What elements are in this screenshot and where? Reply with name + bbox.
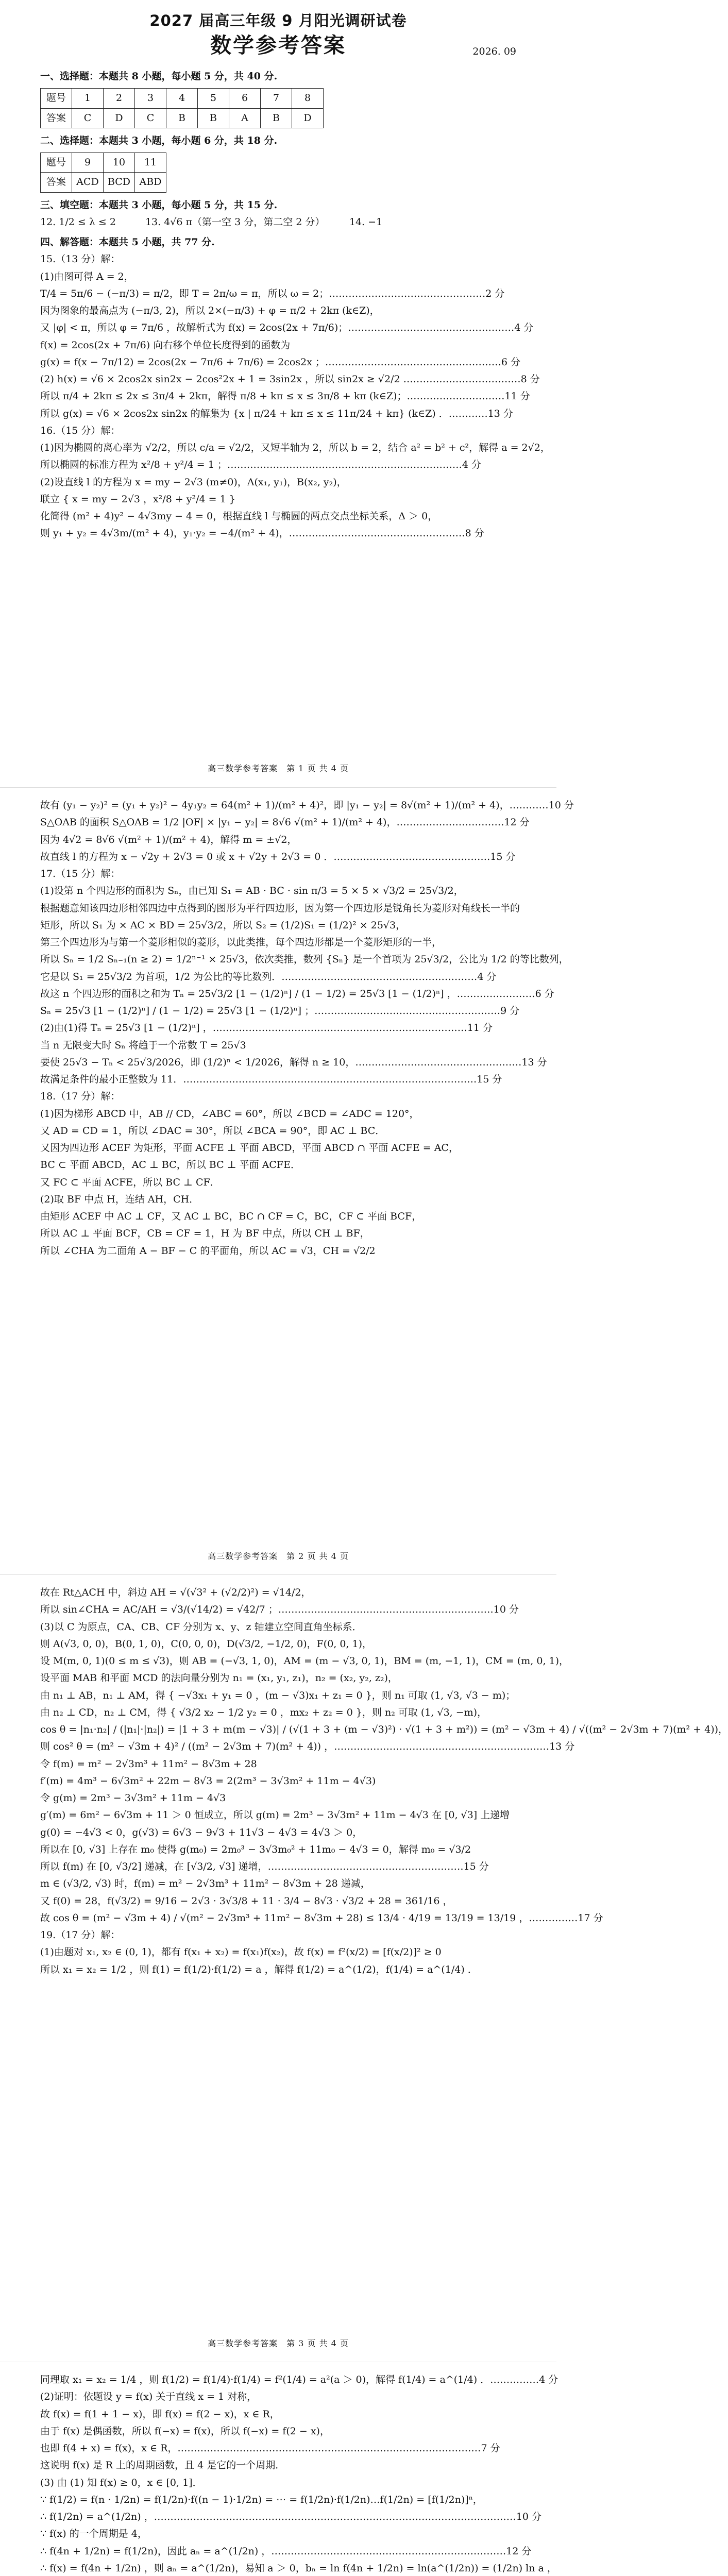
table-cell: 8 [292, 89, 324, 108]
answer-table-2 [40, 152, 166, 193]
solution-line: 它是以 S₁ = 25√3/2 为首项，1/2 为公比的等比数列．……………………………………………………4 分 [40, 971, 497, 982]
solution-line: 故直线 l 的方程为 x − √2y + 2√3 = 0 或 x + √2y + 2√3 = 0 ．…………………………………………15 分 [40, 851, 516, 862]
solution-line: 由 n₂ ⊥ CD，n₂ ⊥ CM，得 { √3/2 x₂ − 1/2 y₂ = 0 ，mx₂ + z₂ = 0 }，则 n₂ 可取 (1, √3, −m)， [40, 1706, 487, 1718]
page-footer: 高三数学参考答案 第 1 页 共 4 页 [208, 764, 349, 773]
solution-line: BC ⊂ 平面 ABCD，AC ⊥ BC，所以 BC ⊥ 平面 ACFE． [40, 1159, 300, 1171]
solution-line: 17.（15 分）解： [40, 868, 121, 879]
solution-line: (1)因为椭圆的离心率为 √2/2，所以 c/a = √2/2，又短半轴为 2，所以 b = 2，结合 a² = b² + c²，解得 a = 2√2， [40, 442, 550, 453]
page-4 [0, 2362, 556, 2576]
solution-line: 所以 π/4 + 2kπ ≤ 2x ≤ 3π/4 + 2kπ，解得 π/8 + kπ ≤ x ≤ 3π/8 + kπ (k∈Z)；…………………………11 分 [40, 391, 530, 402]
table-cell: 9 [72, 153, 104, 173]
answer-title: 数学参考答案 [210, 32, 346, 58]
table-cell: 答案 [41, 108, 72, 128]
page-footer: 高三数学参考答案 第 2 页 共 4 页 [208, 1551, 349, 1561]
table-cell: 2 [104, 89, 135, 108]
solution-line: 令 g(m) = 2m³ − 3√3m² + 11m − 4√3 [40, 1792, 226, 1804]
solution-line: (2) h(x) = √6 × 2cos2x sin2x − 2cos²2x + 1 = 3sin2x ，所以 sin2x ≥ √2/2 ………………………………8 分 [40, 374, 540, 385]
solution-line: 由于 f(x) 是偶函数，所以 f(−x) = f(x)，所以 f(−x) = f(2 − x)， [40, 2425, 330, 2437]
solution-line: 设平面 MAB 和平面 MCD 的法向量分别为 n₁ = (x₁, y₁, z₁)，n₂ = (x₂, y₂, z₂)， [40, 1672, 398, 1684]
solution-line: 所以 AC ⊥ 平面 BCF，CB = CF = 1，H 为 BF 中点，所以 CH ⊥ BF， [40, 1228, 370, 1240]
table-cell: C [135, 108, 166, 128]
table-cell: B [198, 108, 229, 128]
solution-line: 又 FC ⊂ 平面 ACFE，所以 BC ⊥ CF． [40, 1176, 220, 1188]
solution-line: 所以椭圆的标准方程为 x²/8 + y²/4 = 1 ；………………………………………………………………4 分 [40, 459, 481, 471]
table-cell: D [292, 108, 324, 128]
solution-line: (2)取 BF 中点 H，连结 AH，CH． [40, 1193, 199, 1205]
solution-line: 所以 Sₙ = 1/2 Sₙ₋₁(n ≥ 2) = 1/2ⁿ⁻¹ × 25√3，依次类推，数列 {Sₙ} 是一个首项为 25√3/2，公比为 1/2 的等比数列， [40, 954, 569, 965]
solution-line: 第三个四边形为与第一个菱形相似的菱形，以此类推，每个四边形都是一个菱形矩形的一半， [40, 937, 442, 948]
solution-line: g(x) = f(x − 7π/12) = 2cos(2x − 7π/6 + 7π/6) = 2cos2x ；………………………………………………6 分 [40, 356, 520, 368]
solution-line: (1)设第 n 个四边形的面积为 Sₙ，由已知 S₁ = AB · BC · sin π/3 = 5 × 5 × √3/2 = 25√3/2， [40, 885, 464, 897]
header [40, 11, 516, 65]
solution-line: 又 |φ| < π，所以 φ = 7π/6 ，故解析式为 f(x) = 2cos(2x + 7π/6)；……………………………………………4 分 [40, 322, 534, 334]
solution-line: 故 cos θ = (m² − √3m + 4) / √(m² − 2√3m³ + 11m² − 8√3m + 28) ≤ 13/4 · 4/19 = 13/19 = 13/19 ，……………17 分 [40, 1912, 603, 1924]
page-1 [0, 0, 556, 787]
solution-line: 所以在 [0, √3] 上存在 m₀ 使得 g(m₀) = 2m₀³ − 3√3m₀² + 11m₀ − 4√3 = 0，解得 m₀ = √3/2 [40, 1843, 471, 1855]
solution-line: 要使 25√3 − Tₙ < 25√3/2026，即 (1/2)ⁿ < 1/2026，解得 n ≥ 10，……………………………………………13 分 [40, 1056, 547, 1068]
solution-line: (3) 由 (1) 知 f(x) ≥ 0，x ∈ [0, 1]． [40, 2477, 202, 2488]
solution-line: g′(m) = 6m² − 6√3m + 11 ＞ 0 恒成立，所以 g(m) = 2m³ − 3√3m² + 11m − 4√3 在 [0, √3] 上递增 [40, 1809, 510, 1821]
solution-line: (1)由图可得 A = 2， [40, 270, 134, 282]
table-cell: 3 [135, 89, 166, 108]
table-cell: 答案 [41, 173, 72, 192]
solution-line: (3)以 C 为原点，CA、CB、CF 分别为 x、y、z 轴建立空间直角坐标系． [40, 1621, 362, 1633]
solution-line: 又 AD = CD = 1，所以 ∠DAC = 30°，所以 ∠BCA = 90°，即 AC ⊥ BC． [40, 1125, 385, 1137]
solution-line: (1)因为梯形 ABCD 中，AB // CD，∠ABC = 60°，所以 ∠BCD = ∠ADC = 120°， [40, 1108, 419, 1120]
exam-title: 2027 届高三年级 9 月阳光调研试卷 [149, 12, 407, 29]
page-footer: 高三数学参考答案 第 3 页 共 4 页 [208, 2338, 349, 2348]
page-3-solutions [40, 1584, 728, 1978]
solution-line: ∵ f(x) 的一个周期是 4， [40, 2528, 147, 2540]
solution-line: f′(m) = 4m³ − 6√3m² + 22m − 8√3 = 2(2m³ − 3√3m² + 11m − 4√3) [40, 1775, 376, 1787]
solution-line: 设 M(m, 0, 1)(0 ≤ m ≤ √3)，则 AB = (−√3, 1, 0)，AM = (m − √3, 0, 1)，BM = (m, −1, 1)，CM = (m, 0, 1)， [40, 1655, 569, 1667]
solution-line: (1)由题对 x₁, x₂ ∈ (0, 1)，都有 f(x₁ + x₂) = f(x₁)f(x₂)，故 f(x) = f²(x/2) = [f(x/2)]² ≥ 0 [40, 1946, 442, 1958]
table-row [41, 108, 324, 128]
table-row [41, 89, 324, 108]
solution-line: 故满足条件的最小正整数为 11．………………………………………………………………………………15 分 [40, 1074, 502, 1085]
solution-line: 故这 n 个四边形的面积之和为 Tₙ = 25√3/2 [1 − (1/2)ⁿ] / (1 − 1/2) = 25√3 [1 − (1/2)ⁿ] ，……………………6 分 [40, 988, 554, 999]
table-cell: D [104, 108, 135, 128]
page-2-solutions [40, 797, 574, 1260]
solution-line: 由 n₁ ⊥ AB，n₁ ⊥ AM，得 { −√3x₁ + y₁ = 0 ，(m − √3)x₁ + z₁ = 0 }，则 n₁ 可取 (1, √3, √3 − m)； [40, 1689, 516, 1701]
fill-in-answers: 12. 1/2 ≤ λ ≤ 2 13. 4√6 π（第一空 3 分，第二空 2 分） 14. −1 [40, 216, 383, 228]
solution-line: cos θ = |n₁·n₂| / (|n₁|·|n₂|) = |1 + 3 + m(m − √3)| / (√(1 + 3 + (m − √3)²) · √(1 + 3 + m²)) = (m² − √3m + 4) / √((m² − 2√3m + 7)(m² + 4))， [40, 1724, 728, 1735]
solution-line: 18.（17 分）解： [40, 1091, 121, 1103]
solution-line: 所以 ∠CHA 为二面角 A − BF − C 的平面角，所以 AC = √3，CH = √2/2 [40, 1245, 376, 1257]
solution-line: T/4 = 5π/6 − (−π/3) = π/2，即 T = 2π/ω = π，所以 ω = 2；…………………………………………2 分 [40, 287, 505, 299]
table-cell: 5 [198, 89, 229, 108]
table-cell: A [229, 108, 261, 128]
table-cell: 11 [135, 153, 166, 173]
solution-line: m ∈ (√3/2, √3) 时，f(m) = m² − 2√3m³ + 11m² − 8√3m + 28 递减， [40, 1878, 370, 1890]
table-cell: 6 [229, 89, 261, 108]
solution-line: (2)由(1)得 Tₙ = 25√3 [1 − (1/2)ⁿ] ，……………………………………………………………………11 分 [40, 1022, 493, 1034]
solution-line: g(0) = −4√3 < 0，g(√3) = 6√3 − 9√3 + 11√3 − 4√3 = 4√3 ＞ 0， [40, 1826, 363, 1838]
answer-table-1 [40, 88, 324, 128]
solution-line: 又因为四边形 ACEF 为矩形，平面 ACFE ⊥ 平面 ABCD，平面 ABCD ∩ 平面 ACFE = AC， [40, 1142, 459, 1154]
page-2 [0, 787, 574, 1575]
solution-line: 令 f(m) = m² − 2√3m³ + 11m² − 8√3m + 28 [40, 1758, 257, 1770]
section-2-title: 二、选择题：本题共 3 小题，每小题 6 分，共 18 分. [40, 134, 278, 146]
solution-line: 所以 sin∠CHA = AC/AH = √3/(√14/2) = √42/7 ；…………………………………………………………10 分 [40, 1604, 519, 1616]
table-row [41, 173, 166, 192]
solution-line: 所以 g(x) = √6 × 2cos2x sin2x 的解集为 {x | π/24 + kπ ≤ x ≤ 11π/24 + kπ} (k∈Z) ．…………13 分 [40, 408, 513, 419]
solution-line: ∴ f(x) = f(4n + 1/2n) ，则 aₙ = a^(1/2n)，易知 a ＞ 0，bₙ = ln f(4n + 1/2n) = ln(a^(1/2n)) = (1/2n) ln a ， [40, 2562, 557, 2574]
table-cell: C [72, 108, 104, 128]
solution-line: 因为 4√2 = 8√6 √(m² + 1)/(m² + 4)，解得 m = ±√2， [40, 834, 297, 845]
section-4-title: 四、解答题：本题共 5 小题，共 77 分. [40, 236, 215, 248]
solution-line: 19.（17 分）解： [40, 1929, 121, 1941]
section-1-title: 一、选择题：本题共 8 小题，每小题 5 分，共 40 分. [40, 71, 278, 82]
solution-line: 又 f(0) = 28，f(√3/2) = 9/16 − 2√3 · 3√3/8 + 11 · 3/4 − 8√3 · √3/2 + 28 = 361/16 ， [40, 1895, 453, 1907]
table-cell: 7 [261, 89, 292, 108]
solution-line: 同理取 x₁ = x₂ = 1/4 ，则 f(1/2) = f(1/4)·f(1/4) = f²(1/4) = a²(a ＞ 0)，解得 f(1/4) = a^(1/4) ．……………4 分 [40, 2374, 558, 2385]
table-cell: 题号 [41, 153, 72, 173]
exam-date: 2026. 09 [472, 46, 516, 57]
table-cell: 题号 [41, 89, 72, 108]
solution-line: 所以 f(m) 在 [0, √3/2] 递减，在 [√3/2, √3] 递增，……………………………………………………15 分 [40, 1861, 489, 1872]
table-cell: BCD [104, 173, 135, 192]
table-cell: B [261, 108, 292, 128]
solution-line: (2)证明：依题设 y = f(x) 关于直线 x = 1 对称， [40, 2391, 257, 2403]
solution-line: S△OAB 的面积 S△OAB = 1/2 |OF| × |y₁ − y₂| = 8√6 √(m² + 1)/(m² + 4)，……………………………12 分 [40, 817, 530, 828]
solution-line: 联立 { x = my − 2√3 ，x²/8 + y²/4 = 1 } [40, 493, 235, 505]
solution-line: 则 y₁ + y₂ = 4√3m/(m² + 4)，y₁·y₂ = −4/(m² + 4)，………………………………………………8 分 [40, 528, 484, 539]
solution-line: 则 A(√3, 0, 0)，B(0, 1, 0)，C(0, 0, 0)，D(√3/2, −1/2, 0)，F(0, 0, 1)， [40, 1638, 373, 1650]
solution-line: 故有 (y₁ − y₂)² = (y₁ + y₂)² − 4y₁y₂ = 64(m² + 1)/(m² + 4)²，即 |y₁ − y₂| = 8√(m² + 1)/(m² + 4)，…………10 分 [40, 800, 574, 811]
solution-line: 矩形，所以 S₁ 为 × AC × BD = 25√3/2，所以 S₂ = (1/2)S₁ = (1/2)² × 25√3， [40, 919, 406, 931]
solution-line: 16.（15 分）解： [40, 425, 121, 436]
page-4-solutions [40, 2371, 558, 2576]
table-cell: 4 [166, 89, 198, 108]
solution-line: ∴ f(4n + 1/2n) = f(1/2n)，因此 aₙ = a^(1/2n) ，………………………………………………………………12 分 [40, 2545, 532, 2557]
table-row [41, 153, 166, 173]
table-cell: 1 [72, 89, 104, 108]
page-3 [0, 1574, 728, 2362]
solution-line: ∴ f(1/2n) = a^(1/2n) ，…………………………………………………………………………………………………10 分 [40, 2511, 541, 2522]
solution-line: Sₙ = 25√3 [1 − (1/2)ⁿ] / (1 − 1/2) = 25√3 [1 − (1/2)ⁿ] ；…………………………………………………9 分 [40, 1005, 520, 1016]
solution-line: 15.（13 分）解： [40, 253, 121, 265]
solution-line: 当 n 无限变大时 Sₙ 将趋于一个常数 T = 25√3 [40, 1039, 246, 1051]
solution-line: 这说明 f(x) 是 R 上的周期函数，且 4 是它的一个周期． [40, 2460, 285, 2471]
page-1-solutions [40, 251, 550, 542]
table-cell: ACD [72, 173, 104, 192]
table-cell: ABD [135, 173, 166, 192]
solution-line: f(x) = 2cos(2x + 7π/6) 向右移个单位长度得到的函数为 [40, 339, 291, 351]
solution-line: 因为图象的最高点为 (−π/3, 2)，所以 2×(−π/3) + φ = π/2 + 2kπ (k∈Z)， [40, 305, 380, 316]
solution-line: (2)设直线 l 的方程为 x = my − 2√3 (m≠0)，A(x₁, y₁)，B(x₂, y₂)， [40, 476, 347, 488]
table-cell: 10 [104, 153, 135, 173]
solution-line: 故在 Rt△ACH 中，斜边 AH = √(√3² + (√2/2)²) = √14/2， [40, 1587, 311, 1598]
section-3-title: 三、填空题：本题共 3 小题，每小题 5 分，共 15 分. [40, 199, 278, 211]
solution-line: ∵ f(1/2) = f(n · 1/2n) = f(1/2n)·f((n − 1)·1/2n) = ⋯ = f(1/2n)·f(1/2n)…f(1/2n) = [f(1/2n)]ⁿ， [40, 2494, 483, 2505]
solution-line: 故 f(x) = f(1 + 1 − x)，即 f(x) = f(2 − x)，x ∈ R， [40, 2408, 280, 2420]
table-cell: B [166, 108, 198, 128]
solution-line: 由矩形 ACEF 中 AC ⊥ CF，又 AC ⊥ BC，BC ∩ CF = C，BC，CF ⊂ 平面 BCF， [40, 1211, 422, 1222]
solution-line: 根据题意知该四边形相邻四边中点得到的图形为平行四边形，因为第一个四边形是锐角长为菱形对角线长一半的 [40, 902, 520, 914]
solution-line: 则 cos² θ = (m² − √3m + 4)² / ((m² − 2√3m + 7)(m² + 4)) ，…………………………………………………………13 分 [40, 1741, 575, 1753]
solution-line: 所以 x₁ = x₂ = 1/2 ，则 f(1) = f(1/2)·f(1/2) = a ，解得 f(1/2) = a^(1/2)，f(1/4) = a^(1/4) ． [40, 1963, 478, 1975]
solution-line: 也即 f(4 + x) = f(x)，x ∈ R，…………………………………………………………………………………7 分 [40, 2443, 500, 2454]
solution-line: 化简得 (m² + 4)y² − 4√3my − 4 = 0，根据直线 l 与椭圆的两点交点坐标关系，Δ ＞ 0， [40, 511, 438, 522]
